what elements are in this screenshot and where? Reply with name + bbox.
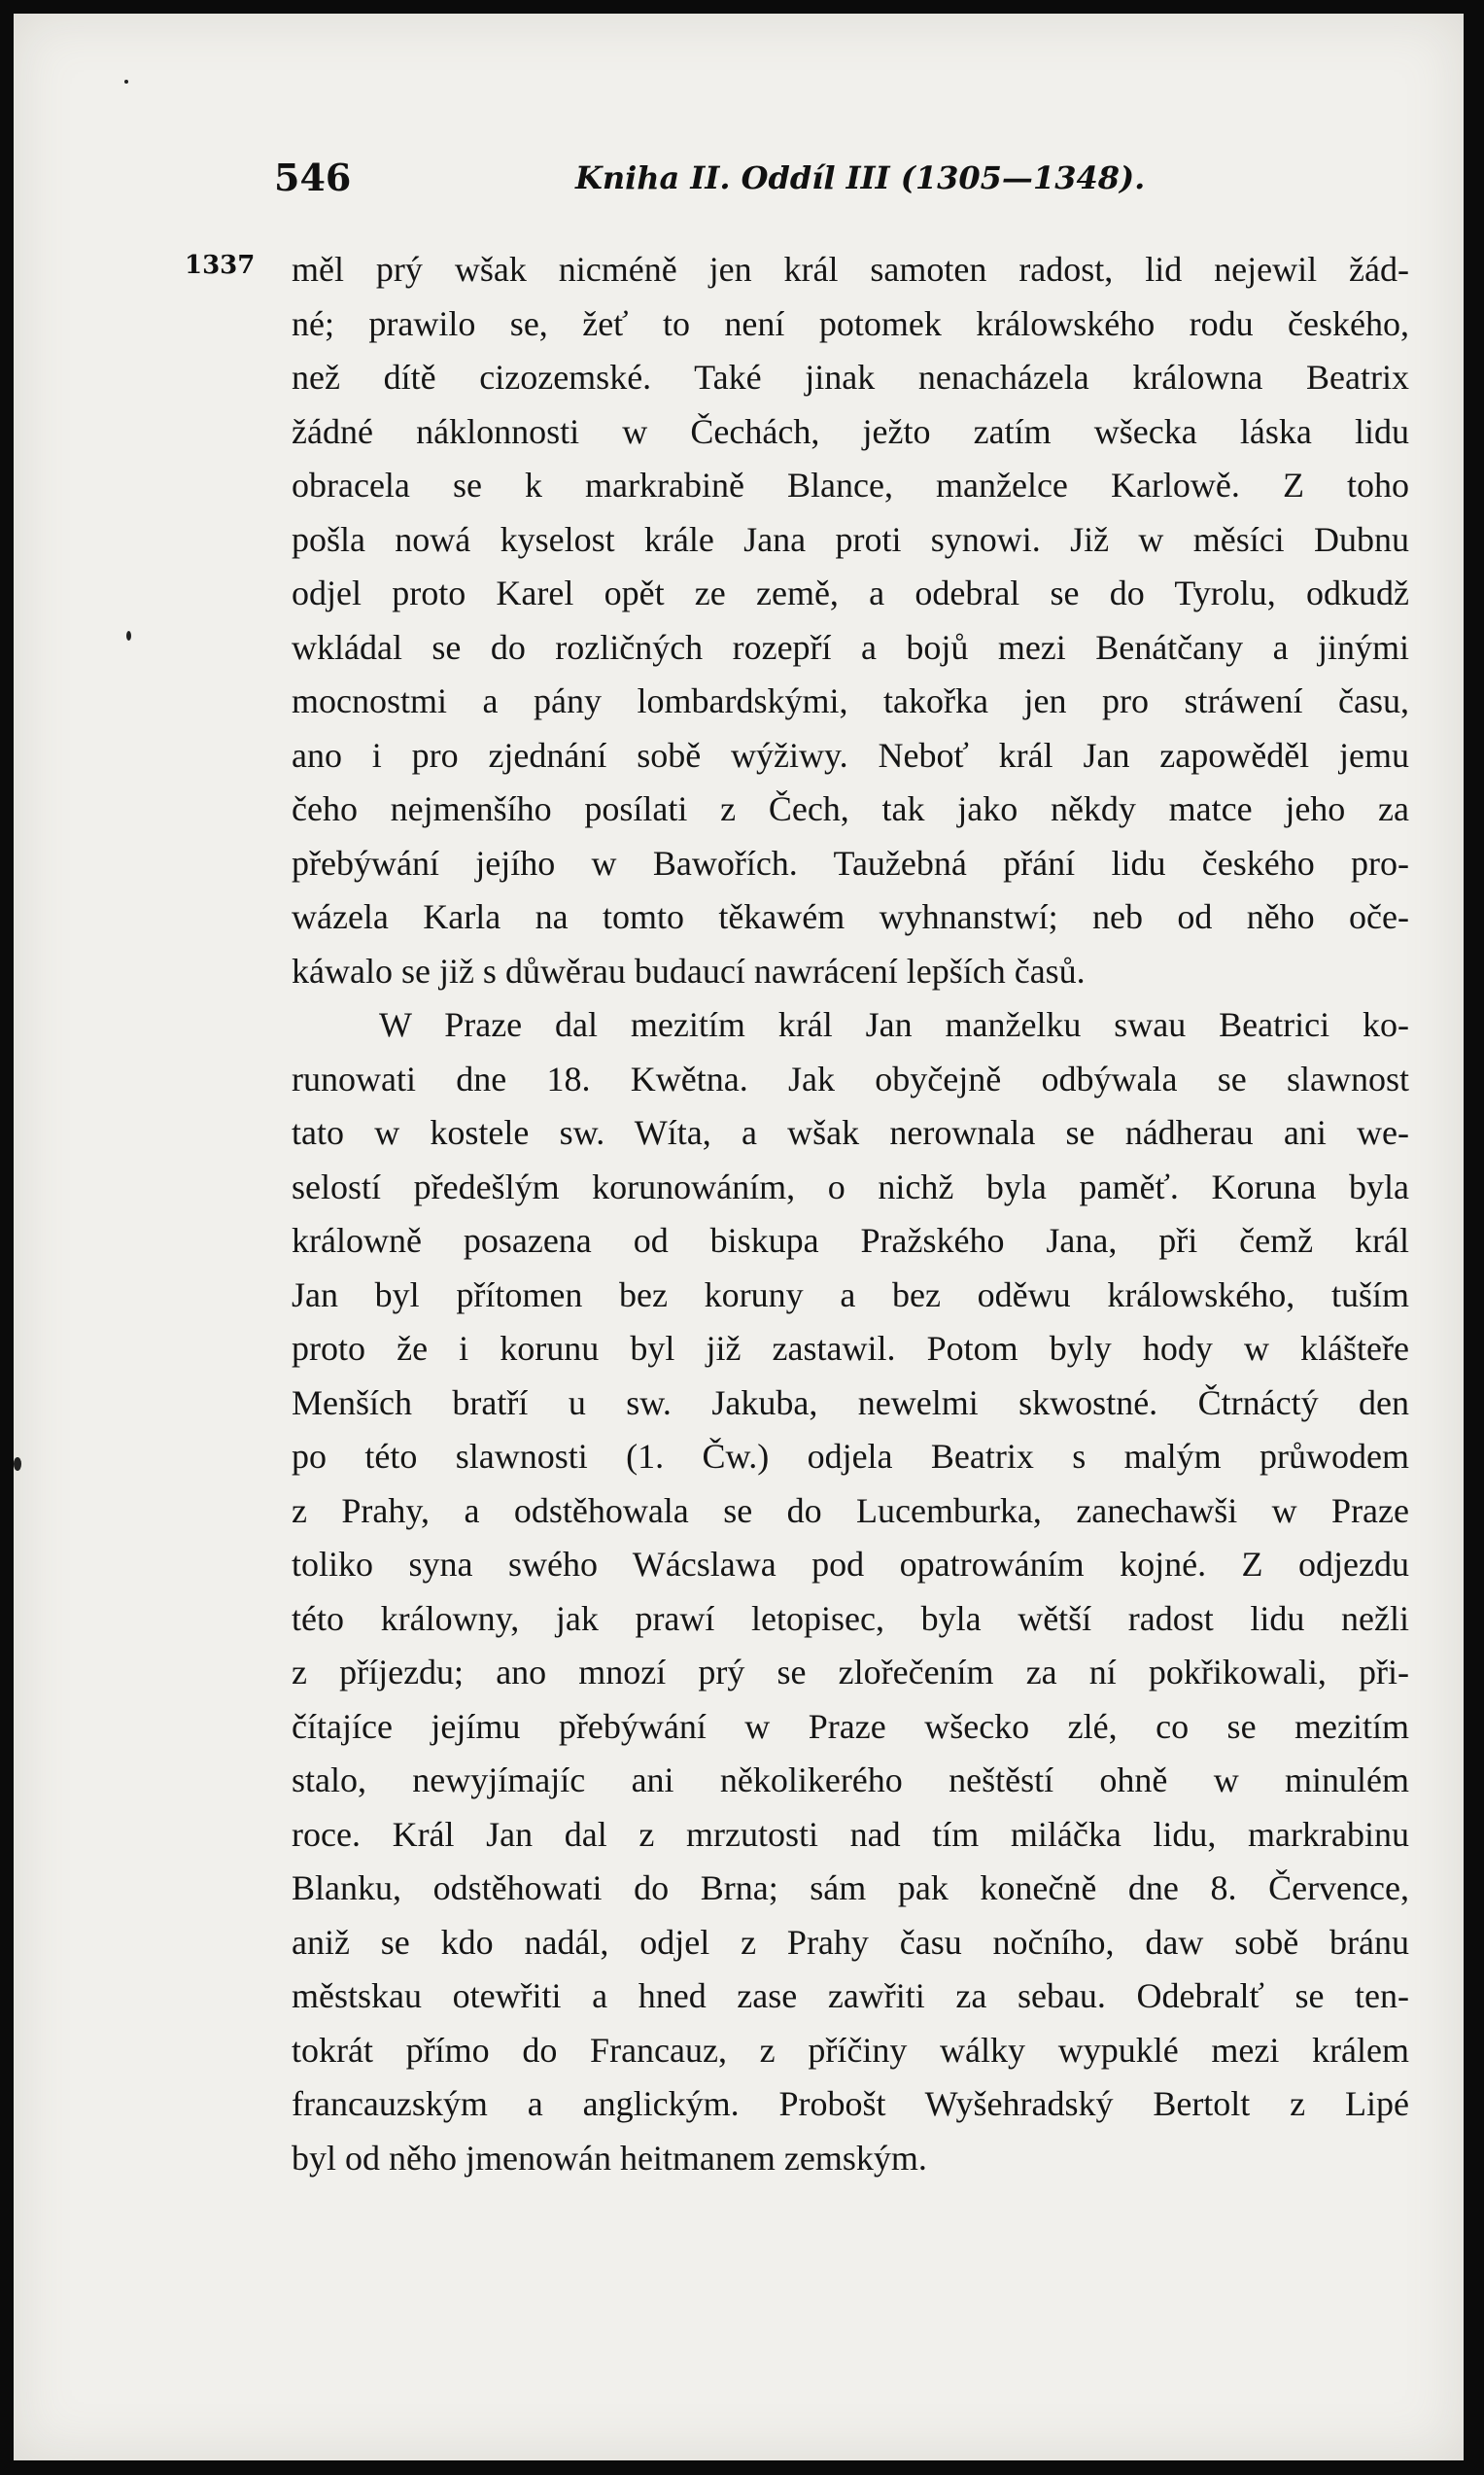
text-line: městskau otewřiti a hned zase zawřiti za sebau. Odebralť se ten- <box>292 1976 1409 2015</box>
text-line: odjel proto Karel opět ze země, a odebral se do Tyrolu, odkudž <box>292 574 1409 612</box>
text-line: Menších bratří u sw. Jakuba, newelmi skwostné. Čtrnáctý den <box>292 1382 1409 1422</box>
text-line: měl prý wšak nicméně jen král samoten radost, lid nejewil žád- <box>292 250 1409 289</box>
text-line: této králowny, jak prawí letopisec, byla wětší radost lidu nežli <box>292 1598 1409 1638</box>
paragraph <box>292 998 1409 2185</box>
text-line: runowati dne 18. Kwětna. Jak obyčejně odbýwala se slawnost <box>292 1059 1409 1098</box>
page-number: 546 <box>274 156 352 199</box>
text-line: stalo, newyjímajíc ani několikerého neštěstí ohně w minulém <box>292 1760 1409 1799</box>
text-line: mocnostmi a pány lombardskými, takořka jen pro stráwení času, <box>292 681 1409 720</box>
text-line: přebýwání jejího w Bawořích. Taužebná přání lidu českého pro- <box>292 843 1409 883</box>
text-line: aniž se kdo nadál, odjel z Prahy času nočního, daw sobě bránu <box>292 1922 1409 1962</box>
text-line: byl od něho jmenowán heitmanem zemským. <box>292 2138 927 2178</box>
text-line: z příjezdu; ano mnozí prý se zlořečením za ní pokřikowali, při- <box>292 1653 1409 1691</box>
scan-speck <box>126 631 131 641</box>
text-line: čítajíce jejímu přebýwání w Praze wšecko zlé, co se mezitím <box>292 1706 1409 1746</box>
text-line: žádné náklonnosti w Čechách, ježto zatím wšecka láska lidu <box>292 411 1409 451</box>
text-line: proto že i korunu byl již zastawil. Potom byly hody w klášteře <box>292 1329 1409 1368</box>
text-line: káwalo se již s důwěrau budaucí nawrácení lepších časů. <box>292 951 1086 991</box>
text-line: obracela se k markrabině Blance, manželce Karlowě. Z toho <box>292 466 1409 505</box>
text-line: z Prahy, a odstěhowala se do Lucemburka, zanechawši w Praze <box>292 1490 1409 1530</box>
text-line: pošla nowá kyselost krále Jana proti synowi. Již w měsíci Dubnu <box>292 519 1409 559</box>
scan-speck <box>124 80 128 84</box>
text-line: po této slawnosti (1. Čw.) odjela Beatrix s malým průwodem <box>292 1437 1409 1476</box>
paragraph <box>292 243 1409 998</box>
text-line: králowně posazena od biskupa Pražského Jana, při čemž král <box>292 1221 1409 1260</box>
body-text <box>292 243 1409 2185</box>
text-line: W Praze dal mezitím král Jan manželku swau Beatrici ko- <box>379 1005 1409 1044</box>
text-line: francauzským a anglickým. Probošt Wyšehradský Bertolt z Lipé <box>292 2084 1409 2123</box>
text-line: tato w kostele sw. Wíta, a wšak nerownala se nádherau ani we- <box>292 1113 1409 1152</box>
text-line: wkládal se do rozličných rozepří a bojů mezi Benátčany a jinými <box>292 627 1409 667</box>
scan-speck <box>14 1457 21 1471</box>
margin-year-note: 1337 <box>185 251 256 280</box>
text-line: čeho nejmenšího posílati z Čech, tak jako někdy matce jeho za <box>292 789 1409 828</box>
text-line: Blanku, odstěhowati do Brna; sám pak konečně dne 8. Července, <box>292 1868 1409 1907</box>
running-title: Kniha II. Oddíl III (1305—1348). <box>575 159 1146 196</box>
text-line: ano i pro zjednání sobě wýžiwy. Neboť král Jan zapowěděl jemu <box>292 735 1409 775</box>
text-line: roce. Král Jan dal z mrzutosti nad tím miláčka lidu, markrabinu <box>292 1814 1409 1854</box>
page-header <box>274 156 1146 204</box>
text-line: toliko syna swého Wácslawa pod opatrowáním kojné. Z odjezdu <box>292 1545 1409 1584</box>
text-line: selostí předešlým korunowáním, o nichž byla paměť. Koruna byla <box>292 1167 1409 1206</box>
text-line: než dítě cizozemské. Také jinak nenacházela králowna Beatrix <box>292 358 1409 397</box>
text-line: tokrát přímo do Francauz, z příčiny wálky wypuklé mezi králem <box>292 2030 1409 2070</box>
text-line: Jan byl přítomen bez koruny a bez oděwu králowského, tuším <box>292 1274 1409 1314</box>
text-line: né; prawilo se, žeť to není potomek králowského rodu českého, <box>292 303 1409 343</box>
text-line: wázela Karla na tomto těkawém wyhnanstwí; neb od něho oče- <box>292 897 1409 936</box>
